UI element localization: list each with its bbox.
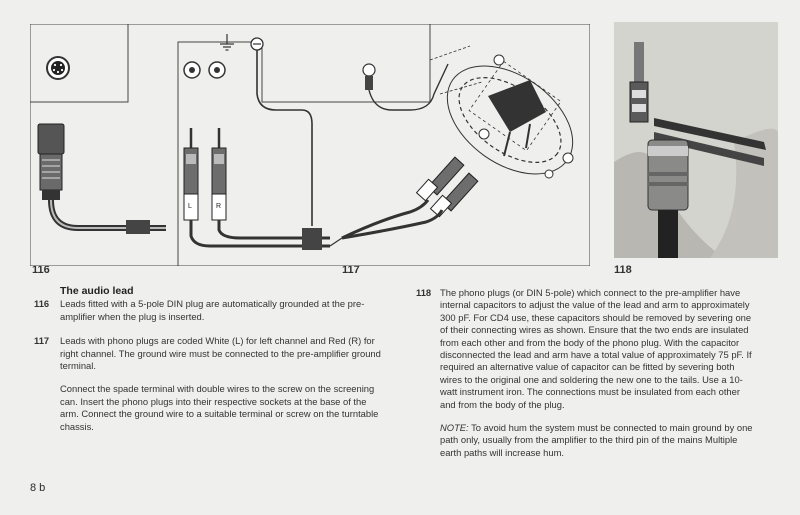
capacitor-photo xyxy=(614,22,778,258)
arm-cable-right xyxy=(342,210,442,238)
din-panel-outline xyxy=(30,24,128,102)
left-text-column xyxy=(34,285,382,433)
paragraph-118 xyxy=(416,287,757,411)
paragraph-117-text-2: Connect the spade terminal with double wires to the screw on the screening can. Insert the phono plugs into their respective sockets at the base of the arm. Connect the ground wire to a suitable terminal or screw on the turntable chassis. xyxy=(60,383,379,432)
paragraph-118-number: 118 xyxy=(416,287,432,298)
paragraph-118-text: The phono plugs (or DIN 5-pole) which connect to the pre-amplifier have internal capacitors to adjust the value of the lead and arm to approximately 300 pF. For CD4 use, these capacitors should be removed by severing one of their connecting wires as shown. Ensure that the two ends are insulated from each other and from the body of the phono plug. With the capacitor disconnected the lead and arm have a total value of approximately 75 pF. If required an alternative value of capacitor can be fitted by severing both wires to the original one and soldering the new one to the tails. Use a 10-watt instrument iron. The connections must be insulated from each other and from the body of the plug. xyxy=(440,287,752,410)
plug-right-letter: R xyxy=(216,203,222,210)
phono-socket-left-icon xyxy=(184,62,200,78)
din-plug-icon xyxy=(38,124,64,200)
spade-terminal-icon xyxy=(363,64,375,90)
arm-phono-plugs-icon xyxy=(417,157,478,217)
note-paragraph xyxy=(440,422,757,459)
page-number: 8 b xyxy=(30,482,46,494)
paragraph-116-number: 116 xyxy=(34,298,50,310)
paragraph-117-text: Leads with phono plugs are coded White (L) for left channel and Red (R) for right channel. The ground wire must be connected to the pre-amplifier ground terminal. xyxy=(60,335,381,372)
ground-screw-icon xyxy=(251,38,263,50)
figure-117-label: 117 xyxy=(342,264,360,276)
paragraph-117-number: 117 xyxy=(34,335,50,347)
right-text-column xyxy=(416,287,757,459)
audio-lead-diagram xyxy=(30,24,590,266)
arm-cable-left xyxy=(342,200,428,238)
figure-116-label: 116 xyxy=(32,264,50,276)
note-text: To avoid hum the system must be connected to main ground by one path only, usually from the amplifier to the third pin of the mains Multiple earth paths will increase hum. xyxy=(440,422,753,458)
ground-wire xyxy=(257,50,312,226)
note-label: NOTE: xyxy=(440,422,469,434)
paragraph-117 xyxy=(34,335,382,372)
din-socket-icon xyxy=(47,57,69,79)
phono-socket-right-icon xyxy=(209,62,225,78)
figure-118-label: 118 xyxy=(614,264,632,276)
spade-wire xyxy=(369,64,448,110)
section-heading: The audio lead xyxy=(60,285,134,297)
paragraph-116 xyxy=(34,298,382,323)
paragraph-116-text: Leads fitted with a 5-pole DIN plug are automatically grounded at the pre-amplifier when the plug is inserted. xyxy=(60,298,365,322)
cable-sleeve xyxy=(302,228,322,250)
din-cable-sleeve xyxy=(126,220,150,234)
cable-end xyxy=(330,238,342,246)
plug-left-letter: L xyxy=(188,203,192,210)
